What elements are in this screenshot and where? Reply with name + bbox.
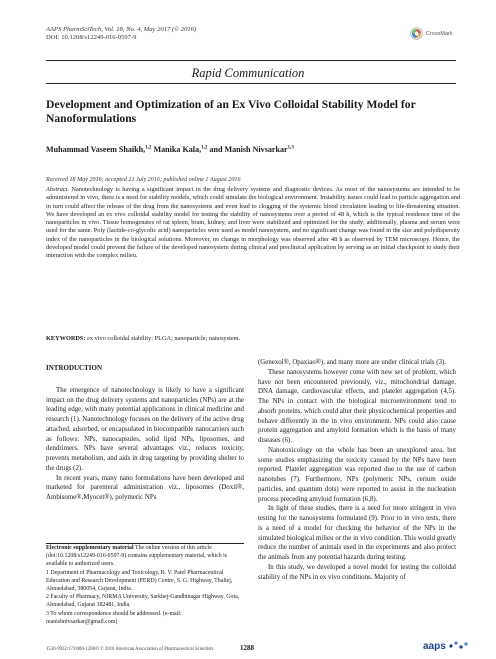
left-column: [46, 364, 244, 503]
article-title: Development and Optimization of an Ex Vivo Colloidal Stability Model for Nanoformulations: [46, 98, 416, 125]
author-3[interactable]: and Manish Nivsarkar: [207, 145, 288, 154]
received-dates: Received 18 May 2016; accepted 21 July 2016; published online 1 August 2016: [46, 177, 241, 183]
footnote-rule: [46, 543, 244, 544]
header-rule-top: [46, 60, 456, 61]
doi[interactable]: DOI: 10.1208/s12249-016-0597-9: [46, 34, 137, 42]
author-2[interactable]: Manika Kala,: [151, 145, 202, 154]
affiliation-footnote: 2 Faculty of Pharmacy, NIRMA University, Sarkhej-Gandhinagar Highway, Gota, Ahmedabad, Gujarat 382481, India.: [46, 594, 240, 609]
right-column: [258, 358, 456, 582]
running-head: [46, 26, 196, 43]
issn-copyright: 1530-9932/17/0400-1288/0 © 2016 American Association of Pharmaceutical Scientists: [46, 647, 214, 652]
author-2-affiliation: 1,2: [201, 145, 208, 151]
correspondence-footnote: 3 To whom correspondence should be addressed. (e-mail: manishnivsarkar@gmail.com): [46, 611, 182, 626]
author-3-affiliation: 1,3: [287, 145, 294, 151]
body-paragraph: In light of these studies, there is a need for more stringent in vivo testing for the nanosystems formulated (9). Prior to in vivo tests, there is a need of a model for checking the behavior of the NPs in the simulated biological milieu or the in vivo condition. This would greatly reduce the number of animals used in the experiments and also protect the animals from any potential hazards during testing.: [258, 505, 456, 561]
author-list: [46, 145, 294, 154]
abstract: [46, 186, 460, 260]
body-paragraph: (Genexol®, Opaxiao®), and many more are under clinical trials (3).: [258, 359, 447, 366]
journal-citation: AAPS PharmSciTech, Vol. 18, No. 4, May 2017 (© 2016): [46, 26, 197, 33]
body-paragraph: The emergence of nanotechnology is likely to have a significant impact on the drug delivery systems and nanoparticles (NPs) are at the leading edge, with many potential applications in clinical medicine and research (1). Nanotechnology focuses on the delivery of the active drug attached, adsorbed, or encapsulated in biocompatible nanocarriers such as follows: NPs, nanocapsules, solid lipid NPs, liposomes, and dendrimers. NPs have several advantages viz., reduces toxicity, prevents metabolism, and aids in drug targeting by providing shelter to the drugs (2).: [46, 386, 244, 472]
crossmark-badge[interactable]: [410, 27, 453, 40]
section-type: Rapid Communication: [191, 66, 305, 80]
author-1-affiliation: 1,2: [145, 145, 152, 151]
body-paragraph: In this study, we developed a novel model for testing the colloidal stability of the NPs in ex vivo conditions. Majority of: [258, 563, 456, 581]
section-heading-introduction: INTRODUCTION: [46, 364, 103, 372]
esm-text: The online version of this article (doi:10.1208/s12249-016-0597-9) contains supplementary material, which is available to authorized users.: [46, 545, 228, 567]
body-paragraph: These nanosystems however come with new set of problem, which have not been encountered previously, viz., mitochondrial damage, DNA damage, cardiovascular effects, and platelet aggregation (4,5). The NPs in contact with the biological microenvironment tend to absorb proteins, which could alter their physicochemical properties and behave differently in the in vivo environment. NPs could also cause protein aggregation and amyloid formation which is the basis of many diseases (6).: [258, 368, 456, 444]
esm-label: Electronic supplementary material: [46, 545, 134, 551]
crossmark-icon: [410, 27, 423, 40]
keywords-text: ex vivo colloidal stability; PLGA; nanoparticle; nanosystem.: [87, 335, 241, 342]
page-number: 1288: [240, 644, 254, 652]
body-paragraph: In recent years, many nano formulations have been developed and marketed for parenteral administration viz., liposomes (Doxil®, Ambisome®,Myocet®), polymeric NPs: [46, 474, 244, 501]
abstract-label: Abstract.: [46, 186, 69, 193]
aaps-logo-mark-icon: [448, 640, 470, 652]
affiliation-footnote: 1 Department of Pharmacology and Toxicology, B. V. Patel Pharmaceutical Education and Research Development (PERD) Centre, S. G. Highway, Thaltej, Ahmedabad, 380054, Gujarat, India.: [46, 569, 233, 592]
body-paragraph: Nanotoxicology on the whole has been an unexplored area, but some studies emphasizing the toxicity caused by the NPs have been reported. Platelet aggregation was reported due to the use of carbon nanotubes (7). Furthermore, NPs (polymeric NPs, cerium oxide particles, and quantum dots) were reported to assist in the nucleation process preceding amyloid formation (6,8).: [258, 446, 456, 503]
esm-note: [46, 545, 244, 569]
aaps-logo: [423, 640, 470, 652]
aaps-logo-text: aaps: [423, 640, 446, 652]
abstract-text: Nanotechnology is having a significant impact in the drug delivery systems and diagnostic devices. As most of the nanosystems are intended to be administered in vivo, there is a need for stability models, which could simulate the biological environment. Instability issues could lead to particle aggregation and in turn could affect the release of the drug from the nanosystems and even lead to clogging of the systemic blood circulation leading to life-threatening situation. We have developed an ex vivo colloidal stability model for testing the stability of nanosystems over a period of 48 h, which is the typical residence time of the nanoparticles in vivo. Tissue homogenates of rat spleen, brain, kidney, and liver were stabilized and optimized for the study; additionally, plasma and serum were used for the same. Poly (lactide-co-glycolic acid) nanoparticles were used as model nanosystem, and no significant change was found in the size and polydispersity index of the nanoparticles in the biological solutions. Moreover, no change in morphology was observed after 48 h as observed by TEM microscopy. Hence, the developed model could prevent the failure of the developed nanosystem during clinical and preclinical application by serving as an initial checkpoint to study their interaction with the complex milieu.: [46, 186, 461, 259]
footnotes: [46, 545, 244, 627]
keywords-label: KEYWORDS:: [46, 335, 86, 342]
author-1[interactable]: Muhammad Vaseem Shaikh,: [46, 145, 146, 154]
keywords: [46, 335, 460, 342]
header-rule-bottom: [46, 83, 456, 84]
crossmark-label: CrossMark: [426, 30, 453, 37]
